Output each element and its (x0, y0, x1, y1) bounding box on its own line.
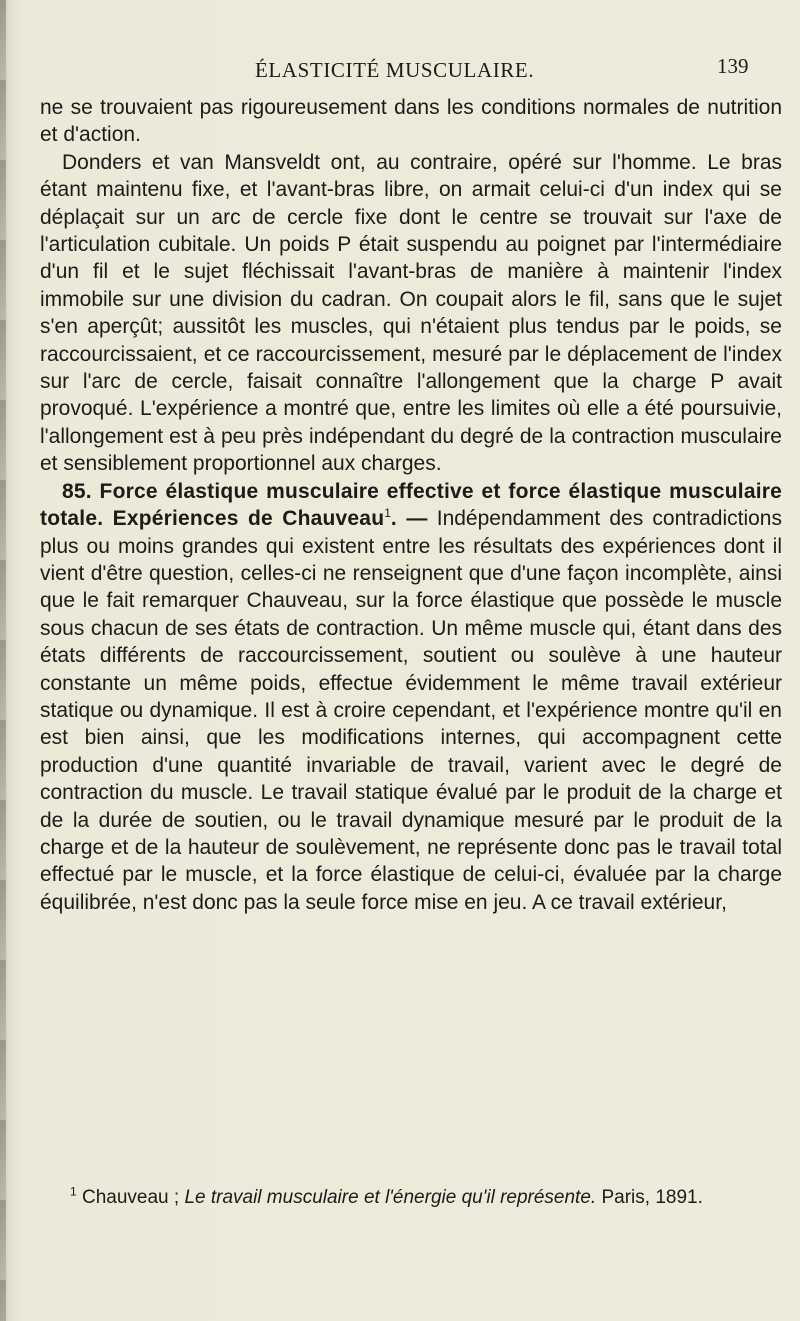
section-body: Indépendamment des contradictions plus ou moins grandes qui existent entre les résultats des expériences dont il vient d'être question, celles-ci ne renseignent que d'une façon incomplète, ainsi que le fait remarquer Chauveau, sur la force élastique que possède le muscle sous chacun de ses états de contraction. Un même muscle qui, étant dans des états différents de raccourcissement, soutient ou soulève à une hauteur constante un même poids, effectue évidemment le même travail extérieur statique ou dynamique. Il est à croire cependant, et l'expérience montre qu'il en est bien ainsi, que les modifications internes, qui accompagnent cette production d'une quantité invariable de travail, varient avec le degré de contraction du muscle. Le travail statique évalué par le produit de la charge et de la durée de soutien, ou le travail dynamique mesuré par le produit de la charge et de la hauteur de soulèvement, ne représente donc pas le travail total effectué par le muscle, et la force élastique de celui-ci, évaluée par la charge équilibrée, n'est donc pas la seule force mise en jeu. A ce travail extérieur, (40, 507, 782, 914)
footnote-reference[interactable]: 1 (384, 506, 391, 521)
running-title: ÉLASTICITÉ MUSCULAIRE. (255, 58, 535, 82)
page-number: 139 (717, 54, 749, 78)
running-header (0, 50, 800, 90)
section-heading-suffix: . — (390, 507, 428, 531)
footnote (40, 1185, 782, 1210)
footnote-marker: 1 (70, 1184, 77, 1199)
section-heading: 85. Force élastique musculaire effective et force élastique musculaire totale. Expériences de Chauveau (40, 479, 782, 531)
paragraph-donders-experiment: Donders et van Mansveldt ont, au contraire, opéré sur l'homme. Le bras étant maintenu fixe, et l'avant-bras libre, on armait celui-ci d'un index qui se déplaçait sur un arc de cercle fixe dont le centre se trouvait sur l'axe de l'articulation cubitale. Un poids P était suspendu au poignet par l'intermédiaire d'un fil et le sujet fléchissait l'avant-bras de manière à maintenir l'index immobile sur une division du cadran. On coupait alors le fil, sans que le sujet s'en aperçût; aussitôt les muscles, qui n'étaient plus tendus par le poids, se raccourcissaient, et ce raccourcissement, mesuré par le déplacement de l'index sur l'arc de cercle, faisait connaître l'allongement que la charge P avait provoqué. L'expérience a montré que, entre les limites où elle a été poursuivie, l'allongement est à peu près indépendant du degré de la contraction musculaire et sensiblement proportionnel aux charges. (40, 150, 782, 476)
paragraph-continuation: ne se trouvaient pas rigoureusement dans les conditions normales de nutrition et d'action. (40, 96, 782, 147)
footnote-place-date: Paris, 1891. (601, 1187, 703, 1208)
section-85 (40, 478, 782, 917)
footnote-author: Chauveau ; (81, 1187, 180, 1208)
footnote-title: Le travail musculaire et l'énergie qu'il représente. (184, 1187, 597, 1208)
scan-binding-edge (0, 0, 6, 1321)
main-text (40, 94, 782, 916)
